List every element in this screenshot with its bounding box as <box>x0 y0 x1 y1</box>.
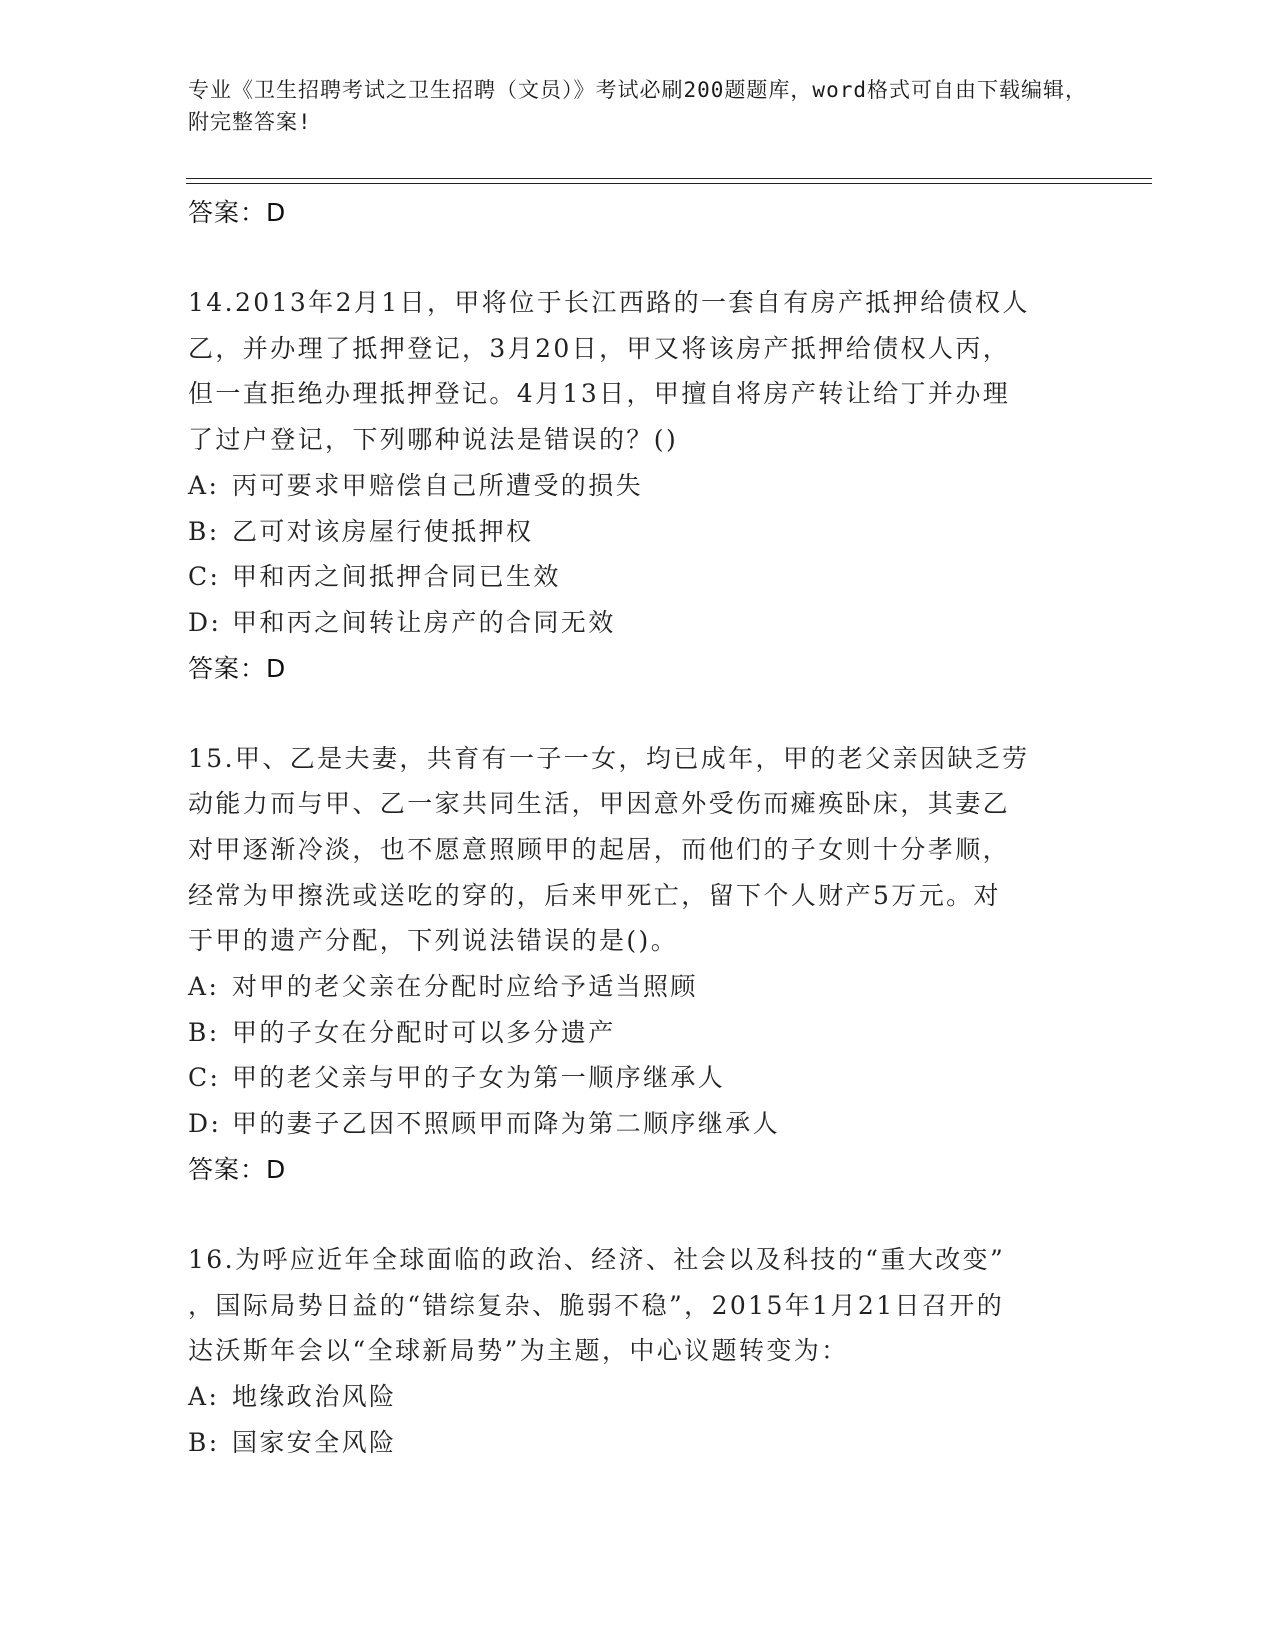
question-16 <box>188 1237 1088 1465</box>
option-letter: C: <box>188 1063 221 1093</box>
option-letter: B: <box>188 1017 220 1047</box>
option-text: 国家安全风险 <box>232 1427 397 1457</box>
question-line: 15.甲、乙是夫妻，共育有一子一女，均已成年，甲的老父亲因缺乏劳 <box>188 743 1030 773</box>
option-text: 甲的老父亲与甲的子女为第一顺序继承人 <box>232 1063 726 1093</box>
question-line: 了过户登记，下列哪种说法是错误的？() <box>188 425 679 455</box>
header-rule-top <box>186 178 1152 179</box>
question-line: 14.2013年2月1日，甲将位于长江西路的一套自有房产抵押给债权人 <box>188 288 1030 317</box>
answer-line: 答案：D <box>188 653 287 683</box>
option-text: 乙可对该房屋行使抵押权 <box>232 516 534 546</box>
document-header-title: 专业《卫生招聘考试之卫生招聘（文员）》考试必刷200题题库，word格式可自由下载编辑，附完整答案! <box>188 78 1087 134</box>
option-letter: B: <box>188 1427 220 1457</box>
question-15-text <box>188 736 1088 965</box>
question-line: 乙，并办理了抵押登记，3月20日，甲又将该房产抵押给债权人丙， <box>188 333 1011 363</box>
option-letter: C: <box>188 562 221 592</box>
option-a <box>188 1374 1088 1420</box>
option-text: 甲和丙之间抵押合同已生效 <box>232 562 561 592</box>
option-letter: D: <box>188 1109 222 1139</box>
option-text: 甲的妻子乙因不照顾甲而降为第二顺序继承人 <box>232 1109 781 1139</box>
option-a <box>188 463 1088 509</box>
option-text: 地缘政治风险 <box>232 1381 397 1411</box>
header-rule-bottom <box>186 183 1152 184</box>
question-14-text <box>188 280 1088 463</box>
question-14 <box>188 280 1088 692</box>
question-line: 达沃斯年会以“全球新局势”为主题，中心议题转变为： <box>188 1336 849 1366</box>
option-c <box>188 1055 1088 1101</box>
option-a <box>188 964 1088 1010</box>
option-text: 对甲的老父亲在分配时应给予适当照顾 <box>232 972 698 1002</box>
option-d <box>188 600 1088 646</box>
option-letter: A: <box>188 972 220 1002</box>
option-b <box>188 1420 1088 1466</box>
option-d <box>188 1101 1088 1147</box>
answer-line: 答案：D <box>188 198 287 227</box>
question-line: 动能力而与甲、乙一家共同生活，甲因意外受伤而瘫痪卧床，其妻乙 <box>188 789 1011 819</box>
option-b <box>188 1010 1088 1056</box>
option-text: 甲和丙之间转让房产的合同无效 <box>232 607 616 637</box>
option-letter: A: <box>188 470 220 500</box>
option-b <box>188 509 1088 555</box>
question-line: 于甲的遗产分配，下列说法错误的是()。 <box>188 926 679 956</box>
question-16-text <box>188 1237 1088 1374</box>
question-line: 经常为甲擦洗或送吃的穿的，后来甲死亡，留下个人财产5万元。对 <box>188 880 1001 910</box>
question-line: ，国际局势日益的“错综复杂、脆弱不稳”，2015年1月21日召开的 <box>188 1290 1005 1320</box>
question-15 <box>188 736 1088 1193</box>
question-line: 16.为呼应近年全球面临的政治、经济、社会以及科技的“重大改变” <box>188 1244 1006 1274</box>
option-letter: A: <box>188 1381 220 1411</box>
option-c <box>188 554 1088 600</box>
option-text: 甲的子女在分配时可以多分遗产 <box>232 1017 616 1047</box>
option-letter: D: <box>188 607 222 637</box>
option-text: 丙可要求甲赔偿自己所遭受的损失 <box>232 470 644 500</box>
question-line: 对甲逐渐冷淡，也不愿意照顾甲的起居，而他们的子女则十分孝顺， <box>188 834 1011 864</box>
question-line: 但一直拒绝办理抵押登记。4月13日，甲擅自将房产转让给丁并办理 <box>188 379 1011 409</box>
answer-line: 答案：D <box>188 1154 287 1184</box>
option-letter: B: <box>188 516 220 546</box>
question-content <box>188 190 1088 1465</box>
